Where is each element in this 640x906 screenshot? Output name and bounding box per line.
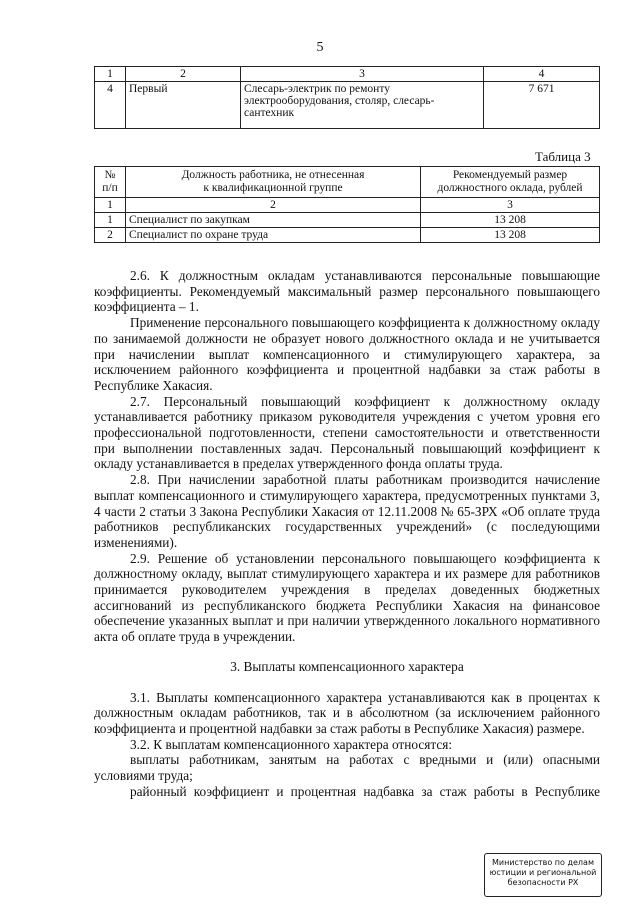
paragraph-2-9: 2.9. Решение об установлении персонального повышающего коэффициента к должностному окладу, выплат стимулирующего характера и их размере для работников принимается руководителем учреждения в пределах доведенных бюджетных ассигнований из республиканского бюджета Республики Хакасия на финансовое обеспечение указанных выплат и при наличии утвержденного локального нормативного акта об оплате труда в учреждении. — [94, 550, 600, 645]
paragraph-3-1: 3.1. Выплаты компенсационного характера устанавливаются как в процентах к должностным окладам работников, так и в абсолютном (за исключением районного коэффициента и процентной надбавки за стаж работы в Республике Хакасия) размере. — [94, 689, 600, 736]
table-cell: 13 208 — [421, 228, 600, 243]
page-number: 5 — [316, 40, 324, 55]
table-cell: 1 — [95, 198, 126, 213]
table-3 — [94, 166, 600, 243]
table-row — [95, 198, 600, 213]
table-row — [95, 67, 600, 82]
table-cell: 3 — [421, 198, 600, 213]
stamp-line: юстиции и региональной — [489, 868, 597, 877]
paragraph: Применение персонального повышающего коэффициента к должностному окладу по занимаемой должности не образует нового должностного оклада и не учитывается при начислении выплат компенсационного и стимулирующего характера, за исключением районного коэффициента и процентной надбавки за стаж работы в Республике Хакасия. — [94, 315, 600, 393]
ministry-stamp — [484, 853, 602, 897]
table-row — [95, 82, 600, 129]
table-cell: 2 — [95, 228, 126, 243]
table-cell: 7 671 — [484, 82, 600, 129]
table-cell: Первый — [126, 82, 241, 129]
stamp-line: безопасности РХ — [507, 878, 579, 887]
table-3-caption: Таблица 3 — [535, 149, 591, 164]
table-cell: Специалист по охране труда — [126, 228, 421, 243]
table-header-cell: № п/п — [95, 167, 126, 198]
paragraph-3-2: 3.2. К выплатам компенсационного характера относятся: — [130, 736, 453, 752]
table-2-continuation — [94, 66, 600, 129]
paragraph-2-7: 2.7. Персональный повышающий коэффициент к должностному окладу устанавливается работнику приказом руководителя учреждения с учетом уровня его профессиональной подготовленности, степени самостоятельности и ответственности при выполнении поставленных задач. Персональный повышающий коэффициент к окладу устанавливается в пределах утвержденного фонда оплаты труда. — [94, 393, 600, 472]
table-cell: 4 — [95, 82, 126, 129]
table-header-cell: Должность работника, не отнесенная к квалификационной группе — [126, 167, 421, 198]
table-cell: 2 — [126, 67, 241, 82]
paragraph: выплаты работникам, занятым на работах с вредными и (или) опасными условиями труда; — [94, 752, 600, 784]
paragraph-2-6: 2.6. К должностным окладам устанавливаются персональные повышающие коэффициенты. Рекомендуемый максимальный размер персонального повышающего коэффициента – 1. — [94, 268, 600, 315]
table-header-row — [95, 167, 600, 198]
table-header-cell: Рекомендуемый размер должностного оклада, рублей — [421, 167, 600, 198]
stamp-line: Министерство по делам — [492, 858, 594, 867]
table-cell: 3 — [241, 67, 484, 82]
table-row — [95, 228, 600, 243]
table-cell: 13 208 — [421, 213, 600, 228]
table-cell: 4 — [484, 67, 600, 82]
table-row — [95, 213, 600, 228]
table-cell: Слесарь-электрик по ремонту электрооборудования, столяр, слесарь-сантехник — [241, 82, 484, 129]
section-heading: 3. Выплаты компенсационного характера — [230, 658, 464, 674]
table-cell: Специалист по закупкам — [126, 213, 421, 228]
table-cell: 1 — [95, 213, 126, 228]
table-cell: 2 — [126, 198, 421, 213]
paragraph: районный коэффициент и процентная надбавка за стаж работы в Республике — [130, 783, 600, 799]
body-text — [94, 268, 600, 800]
paragraph-2-8: 2.8. При начислении заработной платы работникам производится начисление выплат компенсационного и стимулирующего характера, предусмотренных пунктами 3, 4 части 2 статьи 3 Закона Республики Хакасия от 12.11.2008 № 65-ЗРХ «Об оплате труда работников республиканских государственных учреждений» (с последующими изменениями). — [94, 472, 600, 550]
table-cell: 1 — [95, 67, 126, 82]
